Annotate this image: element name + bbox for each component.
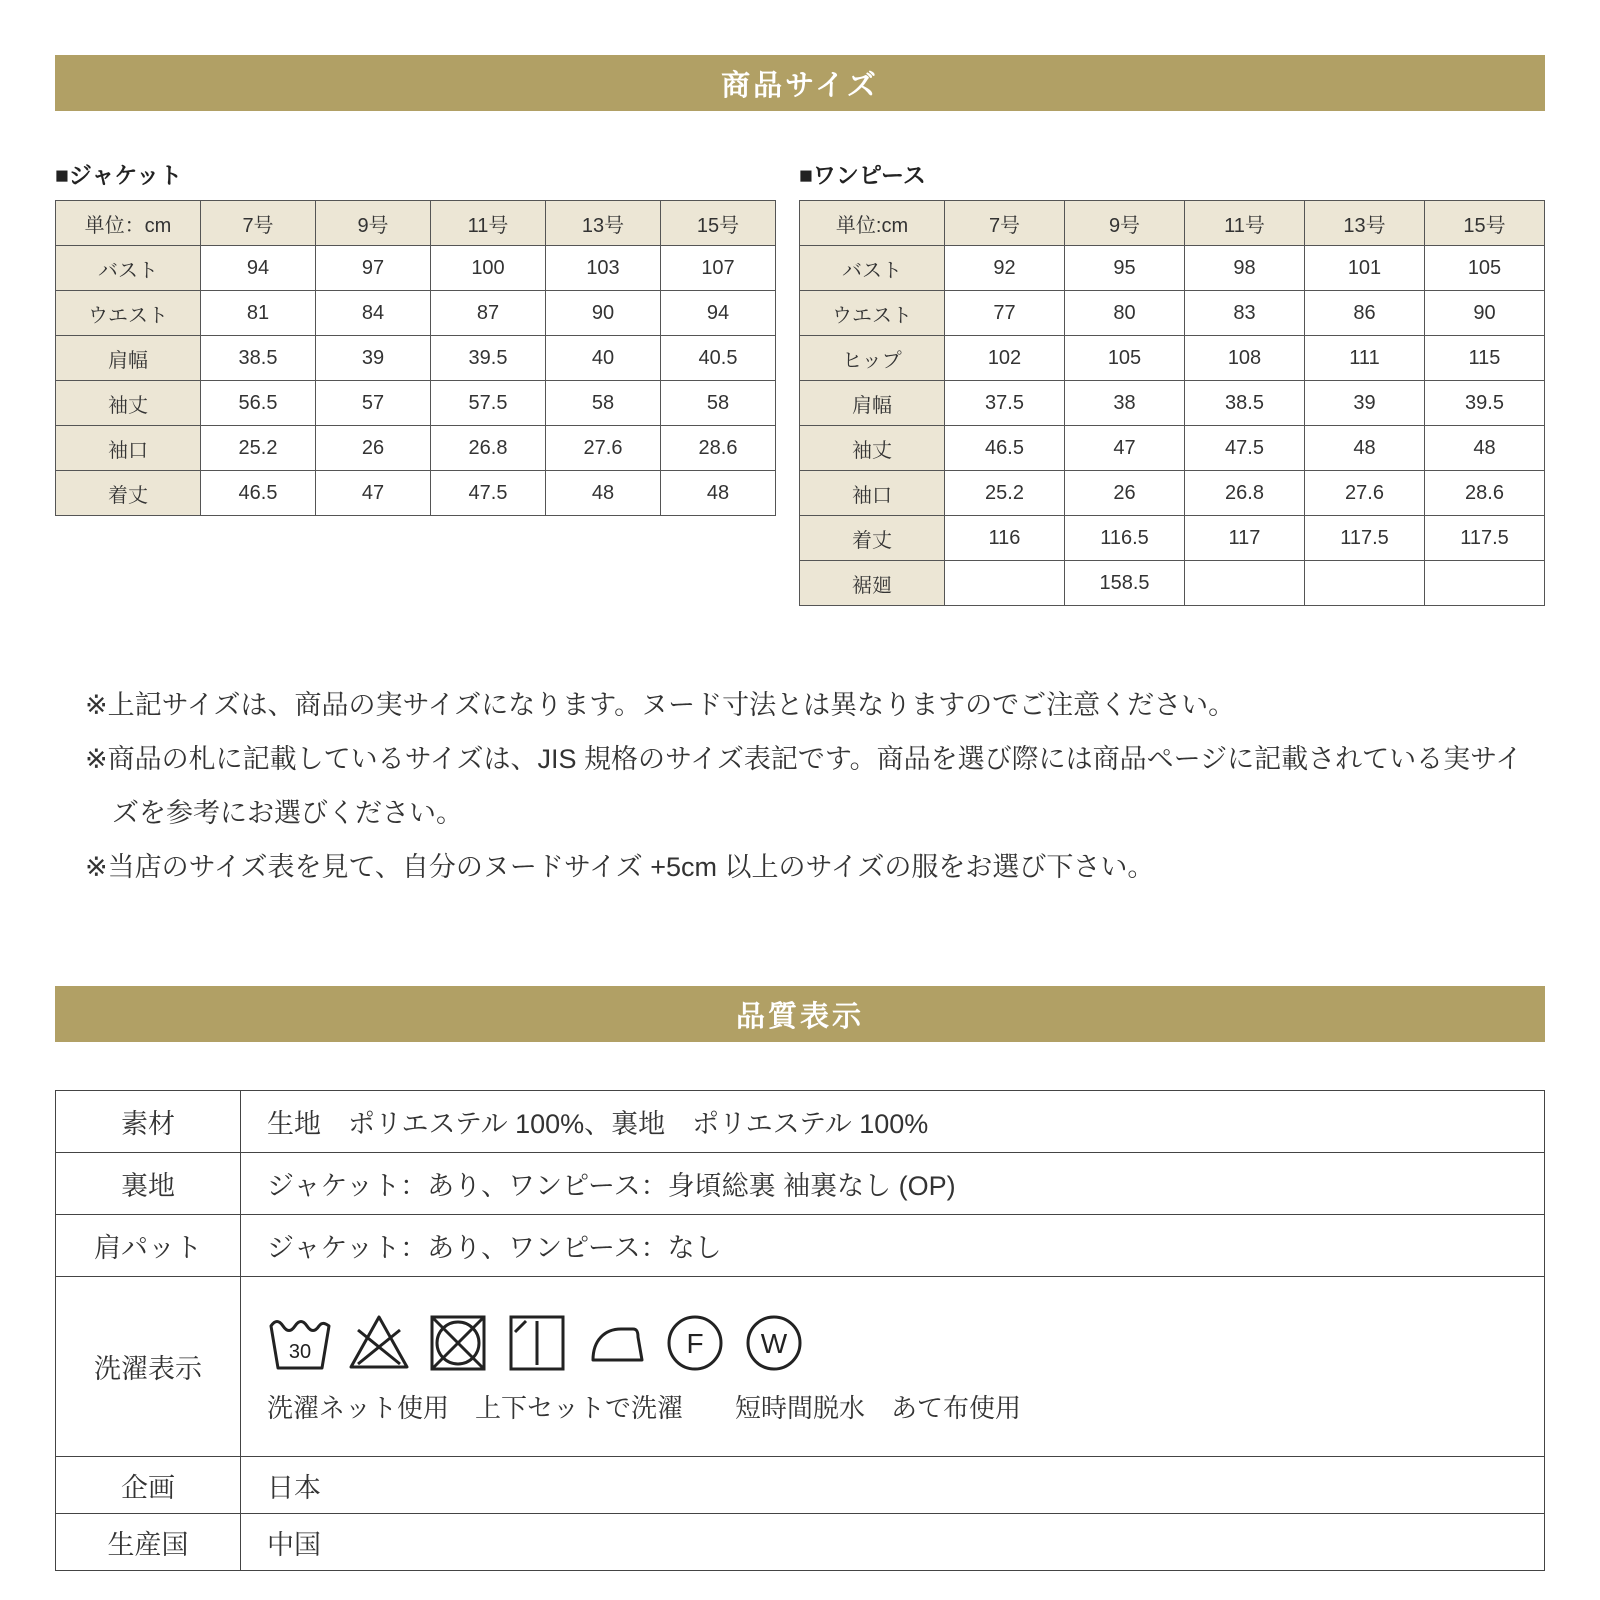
measurement-value-cell: 48 bbox=[1425, 426, 1545, 471]
measurement-value-cell: 27.6 bbox=[546, 426, 661, 471]
size-header-cell: 7号 bbox=[945, 201, 1065, 246]
measurement-value-cell: 77 bbox=[945, 291, 1065, 336]
measurement-value-cell: 57.5 bbox=[431, 381, 546, 426]
measurement-value-cell: 98 bbox=[1185, 246, 1305, 291]
measurement-label-cell: 袖口 bbox=[56, 426, 201, 471]
measurement-value-cell: 38.5 bbox=[1185, 381, 1305, 426]
measurement-value-cell: 27.6 bbox=[1305, 471, 1425, 516]
jacket-table-body bbox=[56, 246, 776, 516]
measurement-value-cell: 28.6 bbox=[1425, 471, 1545, 516]
measurement-label-cell: 袖丈 bbox=[800, 426, 945, 471]
svg-text:30: 30 bbox=[288, 1341, 312, 1363]
size-header-cell: 15号 bbox=[661, 201, 776, 246]
quality-row-material bbox=[56, 1091, 1545, 1153]
measurement-value-cell: 26.8 bbox=[431, 426, 546, 471]
size-note-1: ※上記サイズは、商品の実サイズになります。ヌード寸法とは異なりますのでご注意ください。 bbox=[85, 690, 1236, 720]
measurement-value-cell: 116 bbox=[945, 516, 1065, 561]
size-tables-row bbox=[55, 157, 1545, 606]
measurement-value-cell bbox=[945, 561, 1065, 606]
onepiece-size-header-row bbox=[800, 201, 1545, 246]
measurement-value-cell: 46.5 bbox=[201, 471, 316, 516]
jacket-table-title: ■ジャケット bbox=[55, 162, 183, 188]
svg-text:F: F bbox=[686, 1328, 704, 1359]
quality-label-planning: 企画 bbox=[56, 1457, 241, 1514]
measurement-label-cell: バスト bbox=[56, 246, 201, 291]
measurement-value-cell: 103 bbox=[546, 246, 661, 291]
measurement-value-cell: 108 bbox=[1185, 336, 1305, 381]
measurement-value-cell bbox=[1425, 561, 1545, 606]
measurement-label-cell: ウエスト bbox=[800, 291, 945, 336]
onepiece-size-block bbox=[799, 157, 1545, 606]
size-header-cell: 9号 bbox=[316, 201, 431, 246]
size-table-row bbox=[800, 426, 1545, 471]
iron-icon bbox=[583, 1310, 649, 1376]
jacket-size-table bbox=[55, 200, 776, 516]
dry-clean-f-icon bbox=[662, 1310, 728, 1376]
measurement-value-cell: 47.5 bbox=[431, 471, 546, 516]
measurement-value-cell: 116.5 bbox=[1065, 516, 1185, 561]
hang-dry-shade-icon bbox=[504, 1310, 570, 1376]
measurement-value-cell: 26.8 bbox=[1185, 471, 1305, 516]
measurement-value-cell: 100 bbox=[431, 246, 546, 291]
size-table-row bbox=[800, 336, 1545, 381]
quality-value-lining: ジャケット：あり、ワンピース：身頃総裏 袖裏なし (OP) bbox=[241, 1153, 1545, 1215]
measurement-value-cell: 84 bbox=[316, 291, 431, 336]
onepiece-table-title: ■ワンピース bbox=[799, 162, 926, 188]
onepiece-size-table bbox=[799, 200, 1545, 606]
size-table-row bbox=[56, 291, 776, 336]
measurement-label-cell: ウエスト bbox=[56, 291, 201, 336]
measurement-value-cell: 26 bbox=[316, 426, 431, 471]
jacket-unit-header-cell: 単位：cm bbox=[56, 201, 201, 246]
measurement-value-cell: 102 bbox=[945, 336, 1065, 381]
svg-text:W: W bbox=[760, 1328, 788, 1359]
measurement-value-cell: 39.5 bbox=[1425, 381, 1545, 426]
measurement-label-cell: 着丈 bbox=[800, 516, 945, 561]
measurement-label-cell: 袖口 bbox=[800, 471, 945, 516]
size-table-row bbox=[800, 471, 1545, 516]
size-header-cell: 13号 bbox=[546, 201, 661, 246]
size-header-cell: 7号 bbox=[201, 201, 316, 246]
measurement-value-cell: 40.5 bbox=[661, 336, 776, 381]
size-table-row bbox=[800, 291, 1545, 336]
quality-value-country: 中国 bbox=[241, 1514, 1545, 1571]
quality-row-planning bbox=[56, 1457, 1545, 1514]
measurement-value-cell: 58 bbox=[546, 381, 661, 426]
measurement-value-cell: 48 bbox=[1305, 426, 1425, 471]
measurement-value-cell: 26 bbox=[1065, 471, 1185, 516]
section-title-product-size: 商品サイズ bbox=[721, 69, 879, 102]
measurement-value-cell bbox=[1305, 561, 1425, 606]
size-table-row bbox=[56, 381, 776, 426]
measurement-value-cell: 97 bbox=[316, 246, 431, 291]
measurement-label-cell: 着丈 bbox=[56, 471, 201, 516]
measurement-value-cell: 25.2 bbox=[945, 471, 1065, 516]
quality-label-country: 生産国 bbox=[56, 1514, 241, 1571]
quality-label-care-symbols: 洗濯表示 bbox=[56, 1277, 241, 1457]
size-header-cell: 15号 bbox=[1425, 201, 1545, 246]
measurement-value-cell: 115 bbox=[1425, 336, 1545, 381]
wash-30-icon bbox=[267, 1310, 333, 1376]
quality-label-shoulder-pad: 肩パット bbox=[56, 1215, 241, 1277]
measurement-value-cell: 56.5 bbox=[201, 381, 316, 426]
measurement-label-cell: ヒップ bbox=[800, 336, 945, 381]
measurement-value-cell: 92 bbox=[945, 246, 1065, 291]
onepiece-unit-header-cell: 単位:cm bbox=[800, 201, 945, 246]
measurement-value-cell: 105 bbox=[1425, 246, 1545, 291]
size-header-cell: 11号 bbox=[431, 201, 546, 246]
measurement-value-cell: 28.6 bbox=[661, 426, 776, 471]
measurement-value-cell: 48 bbox=[661, 471, 776, 516]
measurement-value-cell: 95 bbox=[1065, 246, 1185, 291]
size-table-row bbox=[800, 246, 1545, 291]
measurement-value-cell: 117.5 bbox=[1305, 516, 1425, 561]
measurement-value-cell: 25.2 bbox=[201, 426, 316, 471]
measurement-label-cell: 裾廻 bbox=[800, 561, 945, 606]
quality-value-material: 生地 ポリエステル 100%、裏地 ポリエステル 100% bbox=[241, 1091, 1545, 1153]
measurement-label-cell: バスト bbox=[800, 246, 945, 291]
measurement-value-cell: 38.5 bbox=[201, 336, 316, 381]
measurement-value-cell: 39 bbox=[316, 336, 431, 381]
measurement-value-cell: 94 bbox=[201, 246, 316, 291]
size-table-row bbox=[800, 561, 1545, 606]
size-table-row bbox=[56, 426, 776, 471]
measurement-value-cell: 81 bbox=[201, 291, 316, 336]
size-header-cell: 9号 bbox=[1065, 201, 1185, 246]
measurement-value-cell: 39 bbox=[1305, 381, 1425, 426]
measurement-value-cell: 105 bbox=[1065, 336, 1185, 381]
measurement-value-cell: 87 bbox=[431, 291, 546, 336]
size-note-2: ※商品の札に記載しているサイズは、JIS 規格のサイズ表記です。商品を選び際には商品ページに記載されている実サイズを参考にお選びください。 bbox=[85, 744, 1523, 828]
measurement-label-cell: 肩幅 bbox=[56, 336, 201, 381]
measurement-value-cell: 117 bbox=[1185, 516, 1305, 561]
section-title-quality: 品質表示 bbox=[735, 1000, 864, 1033]
size-table-row bbox=[800, 381, 1545, 426]
measurement-label-cell: 袖丈 bbox=[56, 381, 201, 426]
quality-row-country bbox=[56, 1514, 1545, 1571]
measurement-value-cell: 111 bbox=[1305, 336, 1425, 381]
no-bleach-icon bbox=[346, 1310, 412, 1376]
quality-row-care-symbols bbox=[56, 1277, 1545, 1457]
measurement-value-cell: 38 bbox=[1065, 381, 1185, 426]
quality-table bbox=[55, 1090, 1545, 1571]
measurement-value-cell: 48 bbox=[546, 471, 661, 516]
size-header-cell: 13号 bbox=[1305, 201, 1425, 246]
measurement-value-cell: 40 bbox=[546, 336, 661, 381]
quality-value-planning: 日本 bbox=[241, 1457, 1545, 1514]
size-notes bbox=[85, 678, 1535, 894]
measurement-value-cell: 58 bbox=[661, 381, 776, 426]
measurement-value-cell: 47 bbox=[316, 471, 431, 516]
quality-label-material: 素材 bbox=[56, 1091, 241, 1153]
jacket-size-header-row bbox=[56, 201, 776, 246]
quality-value-shoulder-pad: ジャケット：あり、ワンピース：なし bbox=[241, 1215, 1545, 1277]
section-header-product-size bbox=[55, 55, 1545, 111]
measurement-label-cell: 肩幅 bbox=[800, 381, 945, 426]
measurement-value-cell: 47 bbox=[1065, 426, 1185, 471]
measurement-value-cell: 107 bbox=[661, 246, 776, 291]
measurement-value-cell: 94 bbox=[661, 291, 776, 336]
measurement-value-cell: 117.5 bbox=[1425, 516, 1545, 561]
measurement-value-cell: 37.5 bbox=[945, 381, 1065, 426]
size-table-row bbox=[800, 516, 1545, 561]
measurement-value-cell: 101 bbox=[1305, 246, 1425, 291]
measurement-value-cell: 39.5 bbox=[431, 336, 546, 381]
no-tumble-dry-icon bbox=[425, 1310, 491, 1376]
measurement-value-cell: 86 bbox=[1305, 291, 1425, 336]
measurement-value-cell: 90 bbox=[546, 291, 661, 336]
measurement-value-cell: 80 bbox=[1065, 291, 1185, 336]
onepiece-table-body bbox=[800, 246, 1545, 606]
measurement-value-cell: 83 bbox=[1185, 291, 1305, 336]
size-header-cell: 11号 bbox=[1185, 201, 1305, 246]
measurement-value-cell: 46.5 bbox=[945, 426, 1065, 471]
jacket-size-block bbox=[55, 157, 776, 516]
measurement-value-cell: 47.5 bbox=[1185, 426, 1305, 471]
quality-row-shoulder-pad bbox=[56, 1215, 1545, 1277]
care-caption: 洗濯ネット使用 上下セットで洗濯 短時間脱水 あて布使用 bbox=[267, 1393, 1022, 1423]
measurement-value-cell bbox=[1185, 561, 1305, 606]
size-note-3: ※当店のサイズ表を見て、自分のヌードサイズ +5cm 以上のサイズの服をお選び下さい。 bbox=[85, 852, 1155, 882]
care-icons bbox=[267, 1310, 1544, 1376]
quality-row-lining bbox=[56, 1153, 1545, 1215]
care-symbols-cell bbox=[241, 1277, 1545, 1457]
measurement-value-cell: 158.5 bbox=[1065, 561, 1185, 606]
section-header-quality bbox=[55, 986, 1545, 1042]
measurement-value-cell: 57 bbox=[316, 381, 431, 426]
size-table-row bbox=[56, 336, 776, 381]
measurement-value-cell: 90 bbox=[1425, 291, 1545, 336]
quality-label-lining: 裏地 bbox=[56, 1153, 241, 1215]
size-table-row bbox=[56, 246, 776, 291]
wet-clean-w-icon bbox=[741, 1310, 807, 1376]
size-table-row bbox=[56, 471, 776, 516]
